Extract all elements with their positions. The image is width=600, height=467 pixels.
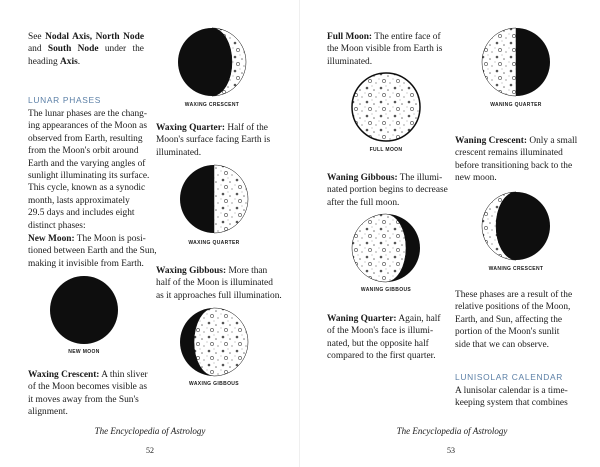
lunisolar-paragraph: A lunisolar calendar is a time- keeping system that combines bbox=[455, 386, 568, 409]
new-moon-illustration bbox=[48, 274, 120, 346]
waning-crescent-definition: Waning Crescent: Only a small crescent remains illuminated before transitioning back to the new moon. bbox=[455, 136, 578, 184]
waxing-gibbous-caption: WAXING GIBBOUS bbox=[189, 381, 239, 387]
axis-reference: Axis bbox=[60, 56, 78, 67]
lunisolar-calendar-heading: LUNISOLAR CALENDAR bbox=[455, 372, 564, 382]
waning-crescent-illustration bbox=[480, 190, 552, 262]
waning-quarter-definition: Waning Quarter: Again, half of the Moon's face is illumi- nated, but the opposite half compared to the first quarter. bbox=[327, 314, 441, 362]
lunar-phases-heading: LUNAR PHASES bbox=[28, 95, 102, 105]
waxing-quarter-illustration bbox=[178, 163, 250, 235]
new-moon-definition: New Moon: The Moon is posi- tioned between Earth and the Sun, making it invisible from Earth. bbox=[28, 234, 157, 269]
right-page-number: 53 bbox=[447, 446, 455, 455]
full-moon-definition: Full Moon: The entire face of the Moon visible from Earth is illuminated. bbox=[327, 32, 443, 67]
waxing-gibbous-definition: Waxing Gibbous: More than half of the Moon is illuminated as it approaches full illumination. bbox=[156, 266, 282, 301]
waxing-quarter-definition: Waxing Quarter: Half of the Moon's surface facing Earth is illuminated. bbox=[156, 123, 271, 158]
nodal-axis-reference: Nodal Axis, North Node bbox=[45, 32, 144, 42]
right-running-footer: The Encyclopedia of Astrology bbox=[396, 426, 508, 436]
waning-gibbous-definition: Waning Gibbous: The illumi- nated portion begins to decrease after the full moon. bbox=[327, 173, 448, 208]
waning-gibbous-caption: WANING GIBBOUS bbox=[360, 287, 412, 293]
left-page-number: 52 bbox=[146, 446, 154, 455]
waxing-quarter-caption: WAXING QUARTER bbox=[188, 240, 240, 246]
phases-intro-paragraph: The lunar phases are the chang- ing appearances of the Moon as observed from Earth, resulting from the Moon's orbit around Earth and the varying angles of sunlight illuminating its surface. This cycle, known as a synodic month, lasts approximately 29.5 days and includes eight distinct phases: bbox=[28, 109, 150, 231]
intro-paragraph: See Nodal Axis, North Node and South Node under the heading Axis. bbox=[28, 32, 144, 67]
full-moon-illustration bbox=[350, 71, 422, 143]
left-running-footer: The Encyclopedia of Astrology bbox=[94, 426, 206, 436]
south-node-reference: South Node bbox=[47, 44, 99, 55]
waxing-gibbous-illustration bbox=[178, 306, 250, 378]
waxing-crescent-caption: WAXING CRESCENT bbox=[184, 102, 240, 108]
new-moon-caption: NEW MOON bbox=[68, 349, 100, 355]
closing-paragraph: These phases are a result of the relative positions of the Moon, Earth, and Sun, affecting the portion of the Moon's sunlit side that we can observe. bbox=[455, 290, 573, 350]
waning-quarter-caption: WANING QUARTER bbox=[490, 102, 542, 108]
waning-quarter-illustration bbox=[480, 26, 552, 98]
full-moon-caption: FULL MOON bbox=[369, 147, 403, 153]
waxing-crescent-illustration bbox=[176, 26, 248, 98]
waning-gibbous-illustration bbox=[350, 212, 422, 284]
waning-crescent-caption: WANING CRESCENT bbox=[488, 266, 544, 272]
waxing-crescent-definition: Waxing Crescent: A thin sliver of the Moon becomes visible as it moves away from the Sun's alignment. bbox=[28, 370, 148, 418]
right-page bbox=[300, 0, 600, 467]
